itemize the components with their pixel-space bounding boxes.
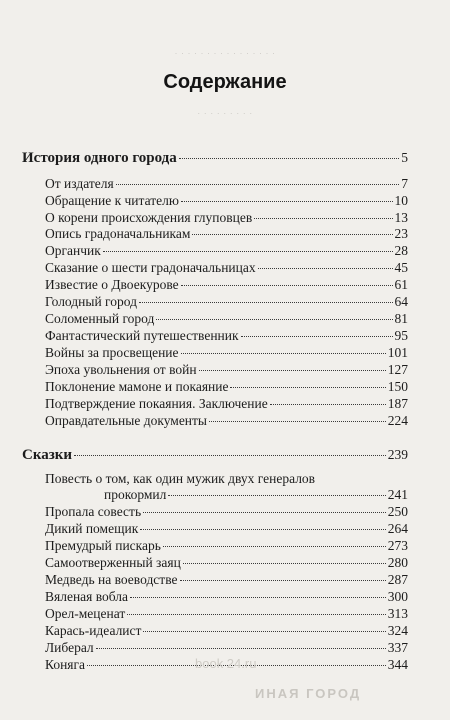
toc-page-number: 287 (387, 572, 408, 587)
dot-leader (130, 597, 386, 598)
toc-entry[interactable] (45, 396, 408, 412)
bleed-through-stamp: ИНАЯ ГОРОД (255, 686, 362, 701)
toc-page-number: 7 (401, 176, 408, 191)
toc-entry[interactable] (45, 277, 408, 293)
toc-entry-title: Пропала совесть (45, 504, 142, 519)
toc-page-number: 280 (387, 555, 408, 570)
dot-leader (163, 546, 386, 547)
toc-entry[interactable] (45, 413, 408, 429)
toc-entry-title: Либерал (45, 640, 94, 655)
dot-leader (209, 421, 386, 422)
toc-entry-title: Премудрый пискарь (45, 538, 161, 553)
toc-entry[interactable] (45, 589, 408, 605)
toc-entry[interactable] (45, 294, 408, 310)
toc-entry[interactable] (45, 328, 408, 344)
toc-page-number: 10 (394, 193, 408, 208)
toc-page-number: 224 (387, 413, 408, 428)
dot-leader (103, 251, 393, 252)
toc-page-number: 324 (387, 623, 408, 638)
toc-entry[interactable] (45, 176, 408, 192)
toc-page-number: 264 (387, 521, 408, 536)
toc-entry-title: Оправдательные документы (45, 413, 207, 428)
toc-entry[interactable] (45, 226, 408, 242)
toc-page-number: 300 (387, 589, 408, 604)
toc-entry[interactable] (45, 640, 408, 656)
toc-page-number: 95 (394, 328, 408, 343)
toc-page-number: 61 (394, 277, 408, 292)
dot-leader (143, 631, 385, 632)
page-title: Содержание (163, 71, 287, 93)
dot-leader (192, 234, 392, 235)
toc-entry-title: Карась-идеалист (45, 623, 142, 638)
toc-entry-title: Сказание о шести градоначальницах (45, 260, 256, 275)
dot-leader (181, 201, 393, 202)
toc-entry-first-line[interactable]: Повесть о том, как один мужик двух генералов (45, 471, 316, 486)
toc-entry-title: Голодный город (45, 294, 137, 309)
toc-page-number: 337 (387, 640, 408, 655)
toc-page-number: 150 (387, 379, 408, 394)
toc-entry-title: Медведь на воеводстве (45, 572, 178, 587)
toc-entry[interactable] (45, 260, 408, 276)
toc-entry[interactable] (45, 606, 408, 622)
toc-page-number: 45 (394, 260, 408, 275)
toc-page-number: 5 (401, 150, 408, 165)
toc-entry-title: Дикий помещик (45, 521, 139, 536)
dot-leader (179, 158, 399, 159)
toc-entry[interactable] (45, 555, 408, 571)
dot-leader (181, 353, 386, 354)
toc-entry[interactable] (45, 193, 408, 209)
toc-entry-title: Фантастический путешественник (45, 328, 239, 343)
toc-entry[interactable] (45, 311, 408, 327)
toc-entry[interactable] (45, 210, 408, 226)
toc-page-number: 313 (387, 606, 408, 621)
bleed-through-text: · · · · · · · · · (197, 108, 253, 118)
toc-entry-title: От издателя (45, 176, 114, 191)
toc-page-number: 28 (394, 243, 408, 258)
dot-leader (116, 184, 400, 185)
dot-leader (180, 580, 386, 581)
toc-entry[interactable] (45, 504, 408, 520)
toc-entry[interactable] (45, 345, 408, 361)
dot-leader (168, 495, 385, 496)
watermark: book 24.ru (195, 656, 257, 671)
dot-leader (230, 387, 385, 388)
dot-leader (183, 563, 386, 564)
toc-entry[interactable] (45, 572, 408, 588)
toc-entry-title: Эпоха увольнения от войн (45, 362, 197, 377)
dot-leader (143, 512, 386, 513)
dot-leader (74, 455, 386, 456)
toc-page-number: 250 (387, 504, 408, 519)
toc-page-number: 81 (394, 311, 408, 326)
toc-entry[interactable] (45, 521, 408, 537)
toc-page-number: 273 (387, 538, 408, 553)
dot-leader (140, 529, 386, 530)
toc-entry[interactable] (45, 362, 408, 378)
toc-section-row[interactable] (22, 447, 408, 463)
toc-entry-title: Поклонение мамоне и покаяние (45, 379, 229, 394)
toc-page-number: 187 (387, 396, 408, 411)
dot-leader (254, 218, 392, 219)
dot-leader (199, 370, 386, 371)
toc-entry[interactable] (45, 623, 408, 639)
toc-section-title: Сказки (22, 447, 73, 463)
toc-entry-title: Опись градоначальникам (45, 226, 191, 241)
toc-page-number: 64 (394, 294, 408, 309)
toc-entry[interactable] (45, 243, 408, 259)
dot-leader (156, 319, 392, 320)
toc-entry-title: прокормил (104, 487, 167, 502)
toc-page-number: 101 (387, 345, 408, 360)
dot-leader (96, 648, 386, 649)
toc-page-number: 239 (387, 447, 408, 462)
dot-leader (258, 268, 393, 269)
toc-page-number: 13 (394, 210, 408, 225)
dot-leader (127, 614, 386, 615)
toc-section-row[interactable] (22, 150, 408, 166)
toc-entry-title: Орел-меценат (45, 606, 126, 621)
toc-page-number: 344 (387, 657, 408, 672)
toc-section-title: История одного города (22, 150, 177, 166)
bleed-through-text: · · · · · · · · · · · · · · · · (174, 48, 276, 58)
toc-entry-title: Соломенный город (45, 311, 155, 326)
toc-entry-title: Органчик (45, 243, 101, 258)
toc-page-number: 23 (394, 226, 408, 241)
toc-entry-title: Войны за просвещение (45, 345, 179, 360)
toc-entry[interactable] (45, 538, 408, 554)
dot-leader (181, 285, 393, 286)
toc-page-number: 127 (387, 362, 408, 377)
toc-entry[interactable] (45, 379, 408, 395)
toc-entry-title: О корени происхождения глуповцев (45, 210, 253, 225)
toc-page-number: 241 (387, 487, 408, 502)
toc-entry-title: Подтверждение покаяния. Заключение (45, 396, 268, 411)
toc-entry[interactable] (104, 487, 408, 503)
toc-entry-title: Вяленая вобла (45, 589, 129, 604)
toc-entry-title: Самоотверженный заяц (45, 555, 181, 570)
dot-leader (139, 302, 393, 303)
dot-leader (270, 404, 386, 405)
toc-entry-title: Обращение к читателю (45, 193, 179, 208)
toc-entry-title: Известие о Двоекурове (45, 277, 179, 292)
toc-entry-title: Коняга (45, 657, 86, 672)
dot-leader (241, 336, 393, 337)
